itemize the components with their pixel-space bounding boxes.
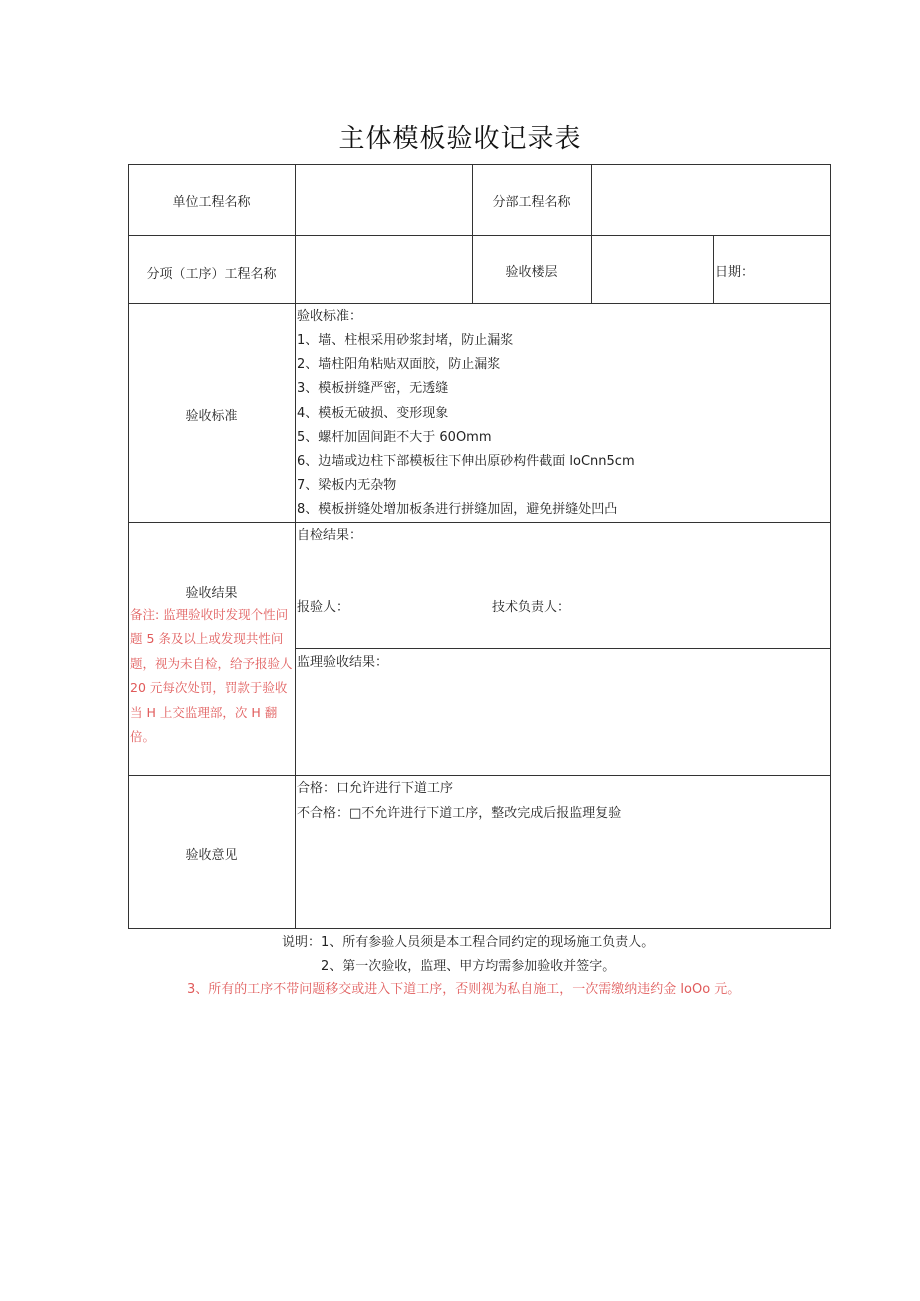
standard-item: 4、模板无破损、变形现象: [297, 406, 449, 421]
col-divider: [472, 164, 473, 303]
acceptance-standard-label: 验收标准: [185, 409, 238, 424]
technical-lead-signature-label: 技术负责人：: [492, 600, 571, 615]
standard-item: 5、螺杆加固间距不大于 60Omm: [297, 430, 492, 445]
standard-item: 6、边墙或边柱下部模板往下伸出原砂构件截面 loCnn5cm: [297, 454, 635, 469]
col-divider: [295, 164, 296, 929]
acceptance-opinion-label: 验收意见: [185, 848, 238, 863]
sub-project-name-label: 分部工程名称: [492, 195, 571, 210]
footer-note-1: 说明：1、所有参验人员须是本工程合同约定的现场施工负责人。: [282, 935, 655, 950]
item-project-name-label: 分项（工序）工程名称: [146, 267, 277, 282]
row-divider: [295, 648, 831, 649]
row-divider: [128, 303, 831, 304]
col-divider: [591, 164, 592, 303]
date-label: 日期：: [715, 265, 755, 280]
standard-item: 2、墙柱阳角粘贴双面胶，防止漏浆: [297, 357, 501, 372]
penalty-note: 备注: 监理验收时发现个性问题 5 条及以上或发现共性问题，视为未自检，给予报验人 20 元每次处罚，罚款于验收当 H 上交监理部，次 H 翻倍。: [130, 607, 293, 745]
standard-item: 8、模板拼缝处增加板条进行拼缝加固，避免拼缝处凹凸: [297, 502, 618, 517]
footer-note-3: 3、所有的工序不带问题移交或进入下道工序，否则视为私自施工，一次需缴纳违约金 loOo 元。: [187, 982, 741, 997]
supervisor-result-label: 监理验收结果：: [297, 655, 389, 670]
reporter-signature-label: 报验人：: [297, 600, 350, 615]
row-divider: [128, 775, 831, 776]
pass-option[interactable]: 合格：口允许进行下道工序: [297, 781, 454, 796]
standard-item: 1、墙、柱根采用砂浆封堵，防止漏浆: [297, 333, 514, 348]
form-title: 主体模板验收记录表: [338, 124, 582, 154]
acceptance-result-label: 验收结果: [185, 586, 238, 601]
inspection-floor-label: 验收楼层: [505, 265, 558, 280]
unit-project-name-label: 单位工程名称: [172, 195, 251, 210]
row-divider: [128, 522, 831, 523]
footer-note-2: 2、第一次验收，监理、甲方均需参加验收并签字。: [321, 959, 616, 974]
standard-heading: 验收标准：: [297, 309, 363, 324]
row-divider: [128, 235, 831, 236]
self-check-result-label: 自检结果：: [297, 528, 363, 543]
standard-item: 3、模板拼缝严密，无透缝: [297, 381, 449, 396]
fail-option[interactable]: 不合格：□不允许进行下道工序，整改完成后报监理复验: [297, 806, 622, 821]
standard-item: 7、梁板内无杂物: [297, 478, 397, 493]
col-divider: [713, 235, 714, 303]
